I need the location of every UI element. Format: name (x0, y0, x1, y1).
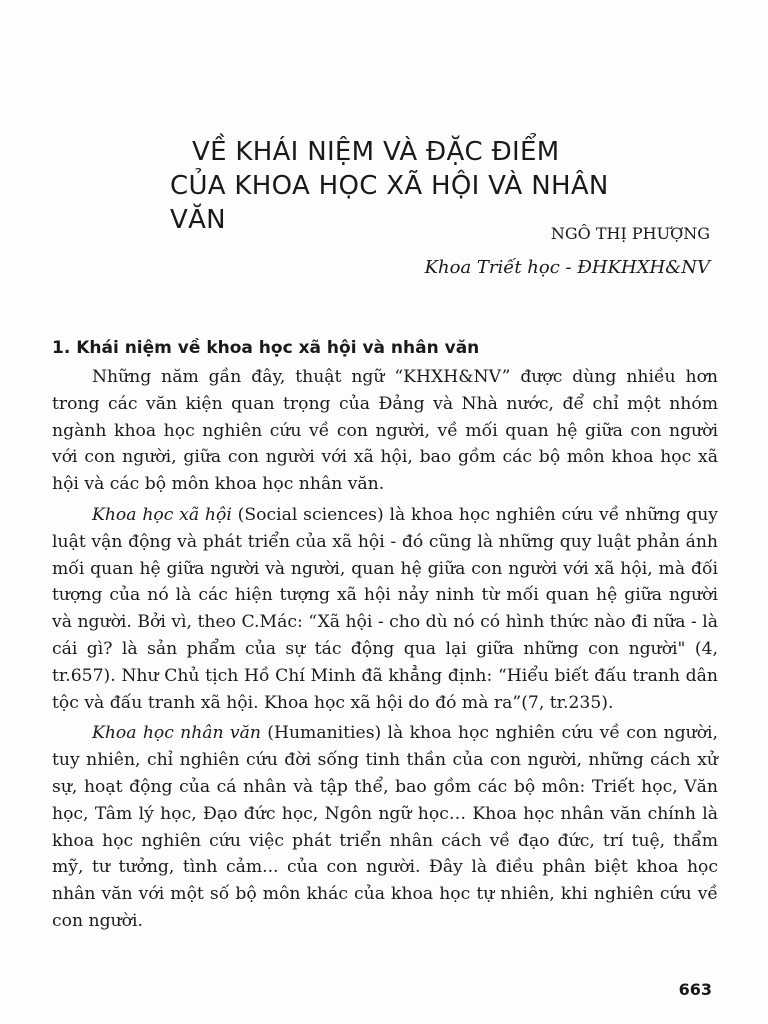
paragraph-3-text: (Humanities) là khoa học nghiên cứu về con người, tuy nhiên, chỉ nghiên cứu đời sống tinh thần của con người, những cách xử sự, hoạt động của cá nhân và tập thể, bao gồm các bộ môn: Triết học, Văn học, Tâm lý học, Đạo đức học, Ngôn ngữ học… Khoa học nhân văn chính là khoa học nghiên cứu việc phát triển nhân cách về đạo đức, trí tuệ, thẩm mỹ, tư tưởng, tình cảm... của con người. Đây là điều phân biệt khoa học nhân văn với một số bộ môn khác của khoa học tự nhiên, khi nghiên cứu về con người. (52, 723, 719, 931)
term-social-sciences: Khoa học xã hội (92, 504, 232, 525)
title-line-1: VỀ KHÁI NIỆM VÀ ĐẶC ĐIỂM (192, 137, 560, 167)
paragraph-1: Những năm gần đây, thuật ngữ “KHXH&NV” được dùng nhiều hơn trong các văn kiện quan trọng của Đảng và Nhà nước, để chỉ một nhóm ngành khoa học nghiên cứu về con người, về mối quan hệ giữa con người với con người, giữa con người với xã hội, bao gồm các bộ môn khoa học xã hội và các bộ môn khoa học nhân văn. (52, 367, 718, 495)
author-name: NGÔ THỊ PHƯỢNG (550, 224, 710, 243)
paragraph-2 (52, 502, 718, 716)
section-heading: 1. Khái niệm về khoa học xã hội và nhân văn (52, 338, 480, 358)
author-affiliation: Khoa Triết học - ĐHKHXH&NV (424, 257, 710, 278)
body-text (52, 364, 718, 939)
title-line-2: CỦA KHOA HỌC XÃ HỘI VÀ NHÂN VĂN (170, 171, 609, 235)
term-humanities: Khoa học nhân văn (92, 723, 261, 744)
page-number: 663 (678, 980, 712, 999)
paragraph-2-text: (Social sciences) là khoa học nghiên cứu về những quy luật vận động và phát triển của xã hội - đó cũng là những quy luật phản ánh mối quan hệ giữa người và người, quan hệ giữa con người với xã hội, mà đối tượng của nó là các hiện tượng xã hội nảy ninh từ mối quan hệ giữa người và người. Bởi vì, theo C.Mác: “Xã hội - cho dù nó có hình thức nào đi nữa - là cái gì? là sản phẩm của sự tác động qua lại giữa những con người" (4, tr.657). Như Chủ tịch Hồ Chí Minh đã khẳng định: “Hiểu biết đấu tranh dân tộc và đấu tranh xã hội. Khoa học xã hội do đó mà ra”(7, tr.235). (52, 504, 718, 713)
paragraph-3 (52, 720, 718, 934)
